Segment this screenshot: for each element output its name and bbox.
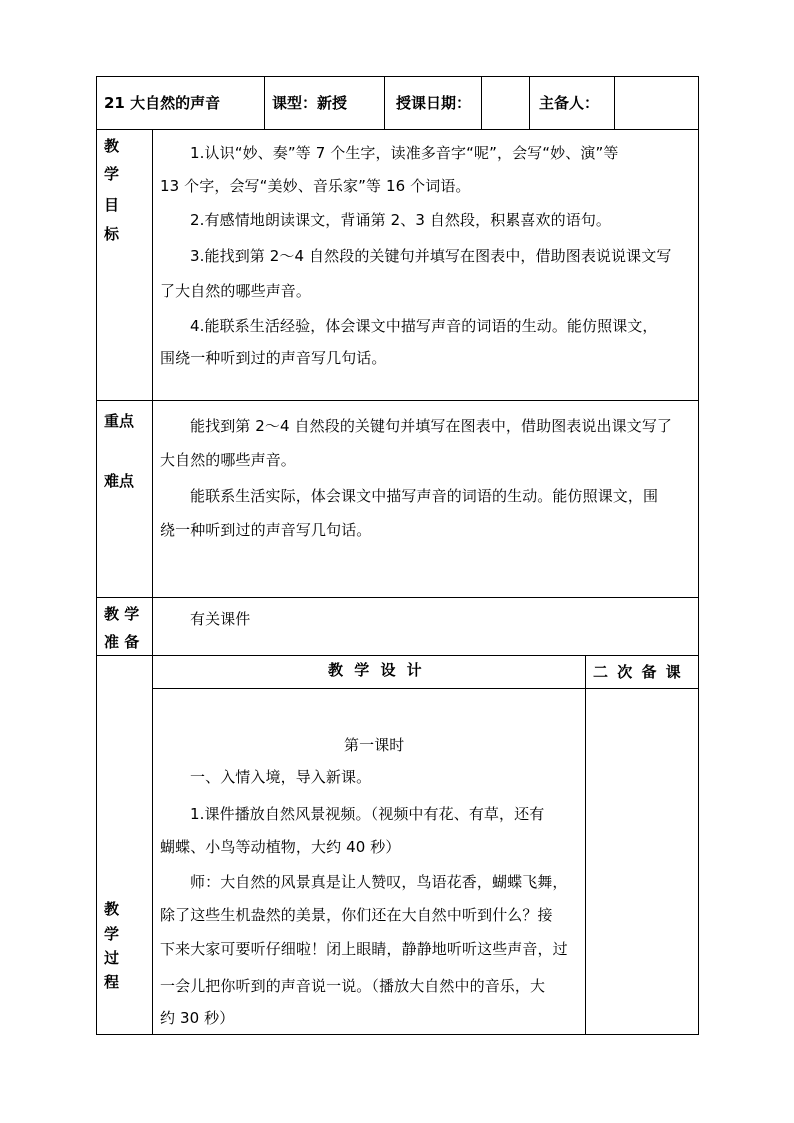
objectives-label-char: 教 [104,137,120,155]
secondary-prep-header: 二 次 备 课 [593,663,683,681]
period-title: 第一课时 [344,736,405,754]
objective-line: 围绕一种听到过的声音写几句话。 [160,349,387,367]
focus-line: 绕一种听到过的声音写几句话。 [160,521,372,539]
process-label-char: 过 [104,949,120,967]
process-line: 一、入情入境，导入新课。 [190,768,372,786]
table-rule-header [96,129,699,130]
process-line: 下来大家可要听仔细啦！闭上眼睛，静静地听听这些声音，过 [160,940,568,958]
process-line: 除了这些生机盎然的美景，你们还在大自然中听到什么？接 [160,906,553,924]
table-border-top [96,76,699,77]
header-divider-4 [529,76,530,129]
preparer-label: 主备人： [539,94,600,112]
process-line: 1.课件播放自然风景视频。（视频中有花、有草，还有 [190,805,545,823]
process-line: 蝴蝶、小鸟等动植物，大约 40 秒） [160,838,401,856]
process-label-char: 程 [104,973,120,991]
objective-line: 3.能找到第 2～4 自然段的关键句并填写在图表中，借助图表说说课文写 [190,247,672,265]
header-divider-2 [384,76,385,129]
process-line: 师：大自然的风景真是让人赞叹，鸟语花香，蝴蝶飞舞， [190,873,568,891]
table-rule-focus [96,597,699,598]
objective-line: 1.认识“妙、奏”等 7 个生字，读准多音字“呢”，会写“妙、演”等 [190,144,619,162]
focus-label: 重点 [104,412,135,430]
prep-label-line2: 准 备 [104,633,140,651]
table-rule-objectives [96,400,699,401]
table-rule-design-header [152,688,699,689]
objectives-label-char: 学 [104,165,120,183]
objective-line: 13 个字，会写“美妙、音乐家”等 16 个词语。 [160,177,471,195]
design-header: 教 学 设 计 [328,661,425,679]
table-border-left [96,76,97,1035]
focus-line: 大自然的哪些声音。 [160,451,296,469]
process-label-char: 教 [104,900,120,918]
difficulty-label: 难点 [104,472,135,490]
lesson-title: 21 大自然的声音 [104,94,221,112]
focus-line: 能找到第 2～4 自然段的关键句并填写在图表中，借助图表说出课文写了 [190,417,673,435]
table-rule-prep [96,655,699,656]
teaching-date-label: 授课日期： [396,94,472,112]
header-divider-3 [481,76,482,129]
table-col-label-divider [152,129,153,1035]
header-divider-1 [264,76,265,129]
objectives-label-char: 标 [104,225,120,243]
process-label-char: 学 [104,925,120,943]
process-line: 约 30 秒） [160,1009,235,1027]
prep-label-line1: 教 学 [104,605,140,623]
lesson-type-label: 课型：新授 [272,94,348,112]
objective-line: 2.有感情地朗读课文，背诵第 2、3 自然段，积累喜欢的语句。 [190,211,612,229]
prep-content: 有关课件 [190,610,251,628]
table-col-secondary-divider [585,655,586,1035]
table-border-bottom [96,1034,699,1035]
objective-line: 了大自然的哪些声音。 [160,282,312,300]
process-line: 一会儿把你听到的声音说一说。（播放大自然中的音乐，大 [160,977,546,995]
objectives-label-char: 目 [104,196,120,214]
table-border-right [698,76,699,1035]
objective-line: 4.能联系生活经验，体会课文中描写声音的词语的生动。能仿照课文， [190,317,658,335]
header-divider-5 [614,76,615,129]
focus-line: 能联系生活实际，体会课文中描写声音的词语的生动。能仿照课文，围 [190,487,659,505]
